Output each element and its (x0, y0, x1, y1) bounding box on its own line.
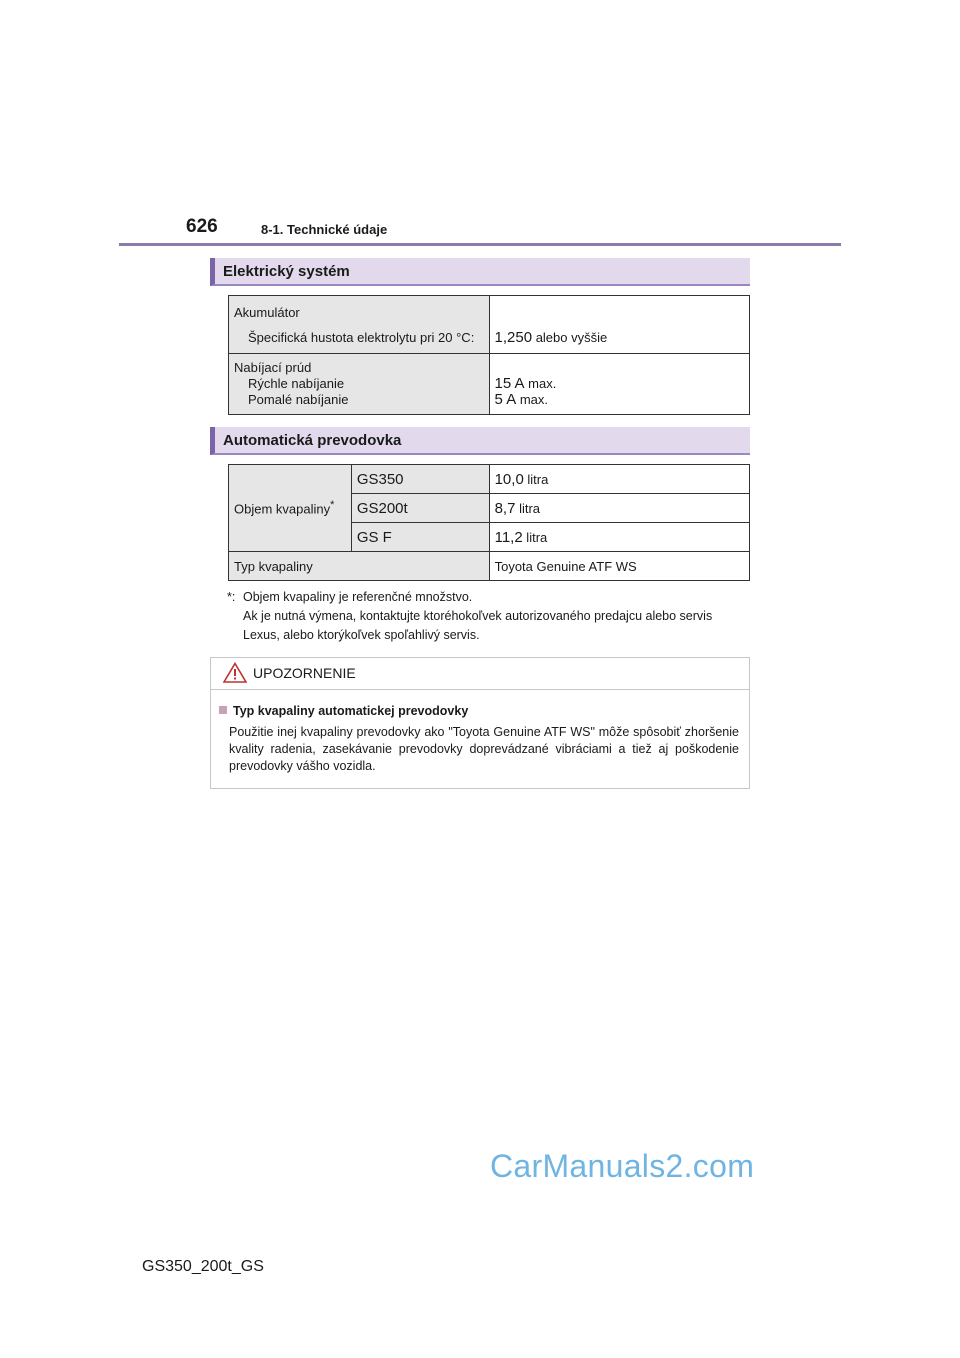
table-row (229, 552, 750, 581)
footnote (227, 588, 752, 645)
chapter-title: 8-1. Technické údaje (261, 222, 388, 237)
footnote-line-2: Ak je nutná výmena, kontaktujte ktoréhokoľvek autorizovaného predajcu alebo servis Lexus, alebo ktorýkoľvek spoľahlivý servis. (243, 609, 713, 642)
battery-cell (229, 296, 490, 354)
footnote-mark: *: (227, 590, 236, 604)
electrical-spec-table (228, 295, 750, 415)
model-gsf: GS F (351, 523, 489, 552)
capacity-gsf: 11,2 (494, 528, 523, 546)
watermark: CarManuals2.com (490, 1148, 755, 1184)
capacity-unit: litra (522, 529, 548, 545)
section-title-electrical: Elektrický systém (210, 258, 750, 286)
battery-label: Akumulátor (234, 304, 300, 320)
table-row (229, 354, 750, 415)
warning-triangle-icon (223, 662, 247, 688)
caution-subtitle: Typ kvapaliny automatickej prevodovky (233, 704, 469, 718)
table-row (229, 465, 750, 494)
header-rule (119, 243, 841, 246)
capacity-unit: litra (515, 500, 541, 516)
capacity-unit: litra (523, 471, 549, 487)
charging-cell (229, 354, 490, 415)
slow-charge-value: 5 A (494, 391, 517, 408)
caution-box (210, 657, 750, 789)
model-gs350: GS350 (351, 465, 489, 494)
slow-charge-label: Pomalé nabíjanie (248, 392, 349, 407)
bullet-square-icon (219, 706, 227, 714)
capacity-label-cell (229, 465, 352, 552)
density-value: 1,250 (494, 329, 533, 346)
capacity-footnote-mark: * (330, 499, 335, 512)
capacity-label: Objem kvapaliny (234, 501, 331, 517)
capacity-gs350: 10,0 (494, 470, 524, 488)
capacity-gs200t: 8,7 (494, 499, 516, 517)
charging-label: Nabíjací prúd (234, 360, 312, 375)
model-gs200t: GS200t (351, 494, 489, 523)
transmission-spec-table (228, 464, 750, 581)
slow-charge-suffix: max. (516, 392, 549, 407)
fast-charge-label: Rýchle nabíjanie (248, 376, 345, 391)
page-number: 626 (186, 216, 218, 237)
fluid-type-label: Typ kvapaliny (229, 552, 490, 581)
charging-value-cell (489, 354, 749, 415)
density-value-suffix: alebo vyššie (532, 330, 608, 345)
section-title-transmission: Automatická prevodovka (210, 427, 750, 455)
fluid-type-value: Toyota Genuine ATF WS (489, 552, 749, 581)
table-row (229, 296, 750, 354)
footnote-line-1: Objem kvapaliny je referenčné množstvo. (243, 590, 473, 604)
caution-text: Použitie inej kvapaliny prevodovky ako "Toyota Genuine ATF WS" môže spôsobiť zhoršenie kvality radenia, zasekávanie prevodovky doprevádzané vibráciami a tiež aj poškodenie prevodovky vášho vozidla. (229, 725, 739, 773)
caution-title: UPOZORNENIE (253, 665, 356, 681)
caution-subtitle-row (219, 704, 468, 718)
fast-charge-value: 15 A (494, 375, 525, 392)
footer-document-code: GS350_200t_GS (142, 1258, 264, 1275)
caution-header (211, 658, 749, 690)
fast-charge-suffix: max. (524, 376, 557, 391)
density-label: Špecifická hustota elektrolytu pri 20 °C: (248, 329, 475, 345)
density-value-cell (489, 296, 749, 354)
